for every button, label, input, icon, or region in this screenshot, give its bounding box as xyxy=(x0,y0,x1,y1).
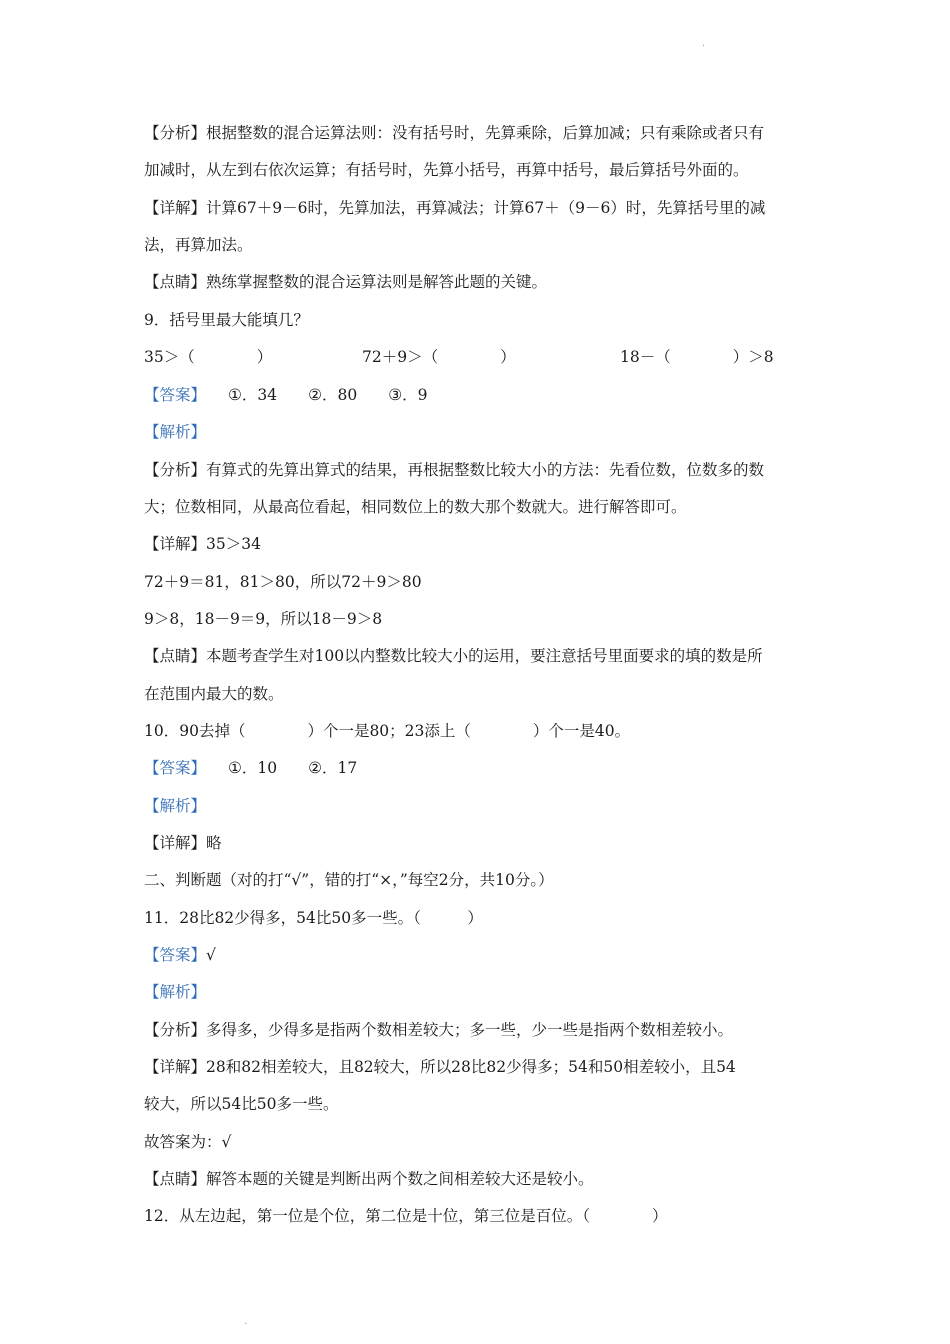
section-2-heading: 二、判断题（对的打“√”，错的打“×，”每空2分，共10分。） xyxy=(144,871,554,889)
q9-blank-a[interactable]: 35＞（ ） xyxy=(144,348,273,366)
detail-line-1: 【详解】计算67＋9－6时，先算加法，再算减法；计算67＋（9－6）时，先算括号里的减 xyxy=(144,199,766,217)
q9-analysis-line-2: 大；位数相同，从最高位看起，相同数位上的数大那个数就大。进行解答即可。 xyxy=(144,498,687,516)
key-point-line: 【点睛】熟练掌握整数的混合运算法则是解答此题的关键。 xyxy=(144,273,548,291)
q9-detail-line-3: 9＞8，18－9＝9，所以18－9＞8 xyxy=(144,610,383,628)
q11-key-point-line: 【点睛】解答本题的关键是判断出两个数之间相差较大还是较小。 xyxy=(144,1170,594,1188)
q10-answer-values: ①．10 ②．17 xyxy=(228,759,358,777)
question-11: 11．28比82少得多，54比50多一些。（ ） xyxy=(144,909,483,927)
analysis-line-1: 【分析】根据整数的混合运算法则：没有括号时，先算乘除，后算加减；只有乘除或者只有 xyxy=(144,124,765,142)
q11-analysis-line: 【分析】多得多，少得多是指两个数相差较大；多一些，少一些是指两个数相差较小。 xyxy=(144,1021,734,1039)
analysis-line-2: 加减时，从左到右依次运算；有括号时，先算小括号，再算中括号，最后算括号外面的。 xyxy=(144,161,749,179)
q11-answer-row xyxy=(144,945,216,965)
q11-conclusion-line: 故答案为：√ xyxy=(144,1133,232,1151)
q11-answer-value: √ xyxy=(206,946,216,964)
footer-mark: . xyxy=(244,1316,248,1327)
q9-key-point-line-2: 在范围内最大的数。 xyxy=(144,685,284,703)
detail-line-2: 法，再算加法。 xyxy=(144,236,253,254)
q9-answer-values: ①．34 ②．80 ③．9 xyxy=(228,386,428,404)
header-mark: . xyxy=(702,38,706,49)
question-10: 10．90去掉（ ）个一是80；23添上（ ）个一是40。 xyxy=(144,722,631,740)
q9-answer-row xyxy=(144,385,428,405)
q10-detail-line: 【详解】略 xyxy=(144,834,222,852)
q9-detail-line-2: 72＋9＝81，81＞80，所以72＋9＞80 xyxy=(144,573,422,591)
q11-detail-line-1: 【详解】28和82相差较大，且82较大，所以28比82少得多；54和50相差较小，且54 xyxy=(144,1058,736,1076)
question-9-blanks xyxy=(144,347,794,367)
q9-analysis-line-1: 【分析】有算式的先算出算式的结果，再根据整数比较大小的方法：先看位数，位数多的数 xyxy=(144,461,765,479)
answer-label: 【答案】 xyxy=(144,946,207,964)
q10-answer-row xyxy=(144,758,357,778)
answer-label: 【答案】 xyxy=(144,386,207,404)
question-9-title: 9．括号里最大能填几？ xyxy=(144,311,309,329)
q9-detail-line-1: 【详解】35＞34 xyxy=(144,535,261,553)
q11-detail-line-2: 较大，所以54比50多一些。 xyxy=(144,1095,339,1113)
question-12: 12．从左边起，第一位是个位，第二位是十位，第三位是百位。（ ） xyxy=(144,1207,668,1225)
q9-jiexi-label: 【解析】 xyxy=(144,423,207,441)
q10-jiexi-label: 【解析】 xyxy=(144,797,207,815)
q9-blank-c[interactable]: 18－（ ）＞8 xyxy=(620,348,774,366)
answer-label: 【答案】 xyxy=(144,759,207,777)
q9-blank-b[interactable]: 72＋9＞（ ） xyxy=(362,348,516,366)
q9-key-point-line-1: 【点睛】本题考查学生对100以内整数比较大小的运用，要注意括号里面要求的填的数是所 xyxy=(144,647,763,665)
q11-jiexi-label: 【解析】 xyxy=(144,983,207,1001)
